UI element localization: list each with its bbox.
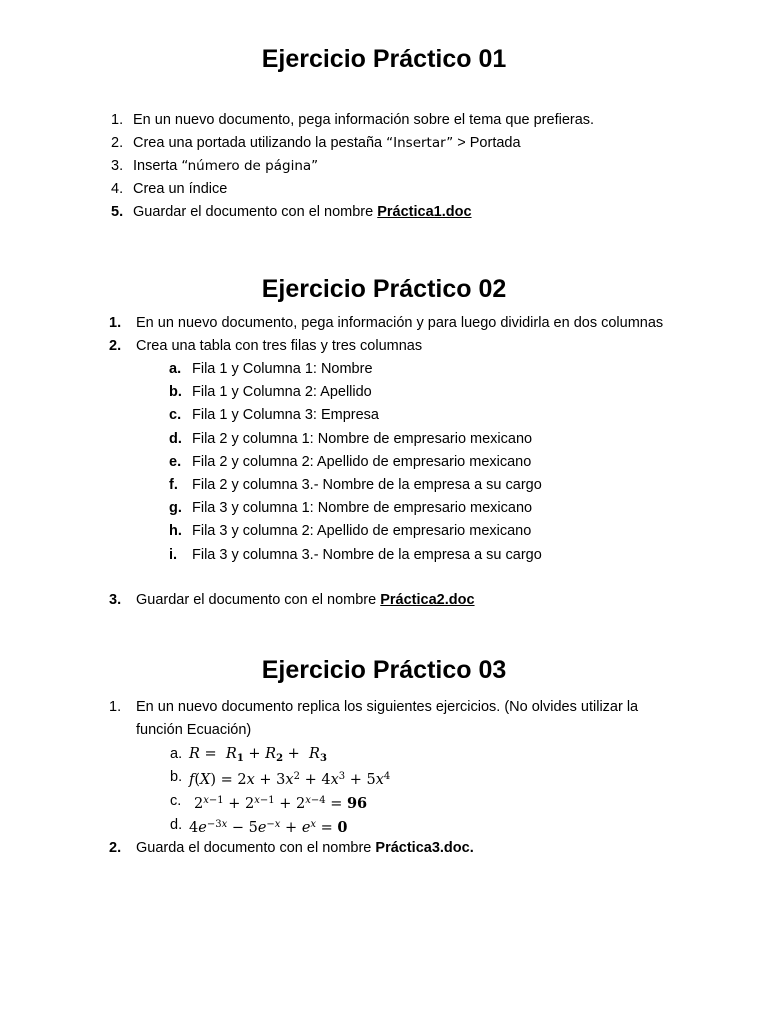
sub-item-text: Fila 3 y columna 2: Apellido de empresario mexicano xyxy=(192,523,532,540)
sub-item-letter: g. xyxy=(169,500,182,517)
list-text: En un nuevo documento, pega información sobre el tema que prefieras. xyxy=(133,112,595,128)
filename: Práctica3.doc. xyxy=(375,840,474,856)
exercise-1-title: Ejercicio Práctico 01 xyxy=(261,45,507,73)
ex3-item-1-continued: función Ecuación) xyxy=(136,722,252,738)
equation-a-math: $R = R_1 + R_2 + R_3$ xyxy=(189,746,327,764)
list-text: Crea una tabla con tres filas y tres columnas xyxy=(136,338,423,354)
list-text: Inserta xyxy=(133,158,182,174)
sub-item-text: Fila 1 y Columna 1: Nombre xyxy=(192,361,373,377)
list-text-line-1: En un nuevo documento replica los siguientes ejercicios. (No olvides utilizar la xyxy=(136,699,639,715)
equation-b-math: $f(X) = 2x + 3x^2 + 4x^3 + 5x^4$ xyxy=(189,771,391,788)
equation-letter: a. xyxy=(170,746,183,762)
filename: Práctica2.doc xyxy=(380,592,475,608)
equation-d-math: $4e^{-3x} - 5e^{-x} + e^x = 0$ xyxy=(189,819,348,836)
exercise-2-title: Ejercicio Práctico 02 xyxy=(261,275,507,303)
sub-item-letter: a. xyxy=(169,361,182,377)
list-number: 4. xyxy=(111,181,124,197)
list-text-tail: > Portada xyxy=(453,135,521,151)
list-number: 5. xyxy=(111,204,124,220)
list-number: 1. xyxy=(109,699,122,715)
sub-item-letter: c. xyxy=(169,407,182,424)
list-text: En un nuevo documento, pega información y para luego dividirla en dos columnas xyxy=(136,315,664,331)
list-text: Crea una portada utilizando la pestaña xyxy=(133,135,387,151)
sub-item-letter: f. xyxy=(169,477,178,493)
list-number: 2. xyxy=(109,840,122,856)
sub-item-text: Fila 3 y columna 1: Nombre de empresario mexicano xyxy=(192,500,533,517)
equation-letter: b. xyxy=(170,769,183,785)
list-number: 3. xyxy=(111,158,124,174)
equation-letter: d. xyxy=(170,817,183,833)
sub-item-letter: d. xyxy=(169,430,182,447)
filename: Práctica1.doc xyxy=(377,204,472,220)
list-number: 1. xyxy=(111,112,124,128)
list-number: 3. xyxy=(109,592,122,608)
exercise-3-title: Ejercicio Práctico 03 xyxy=(261,656,507,684)
tab-name-insertar: “Insertar” xyxy=(386,135,454,151)
sub-item-text: Fila 3 y columna 3.- Nombre de la empresa a su cargo xyxy=(192,546,542,563)
list-text: Guarda el documento con el nombre xyxy=(136,840,376,856)
list-number: 2. xyxy=(109,338,122,354)
sub-item-text: Fila 2 y columna 3.- Nombre de la empresa a su cargo xyxy=(192,477,542,493)
list-text: Crea un índice xyxy=(133,181,228,197)
sub-item-letter: h. xyxy=(169,523,182,540)
sub-item-text: Fila 1 y Columna 2: Apellido xyxy=(192,384,372,401)
sub-item-letter: i. xyxy=(169,546,178,563)
list-text: Guardar el documento con el nombre xyxy=(136,592,381,608)
sub-item-text: Fila 1 y Columna 3: Empresa xyxy=(192,407,379,424)
page-number-term: “número de página” xyxy=(181,158,319,174)
sub-item-text: Fila 2 y columna 1: Nombre de empresario mexicano xyxy=(192,430,533,447)
list-number: 2. xyxy=(111,135,124,151)
equation-c-math: $2^{x-1} + 2^{x-1} + 2^{x-4} = 96$ xyxy=(194,795,368,812)
sub-item-text: Fila 2 y columna 2: Apellido de empresario mexicano xyxy=(192,453,532,470)
sub-item-letter: b. xyxy=(169,384,182,401)
list-number: 1. xyxy=(109,315,122,331)
equation-letter: c. xyxy=(170,793,182,809)
list-text: Guardar el documento con el nombre xyxy=(133,204,378,220)
sub-item-letter: e. xyxy=(169,453,182,470)
